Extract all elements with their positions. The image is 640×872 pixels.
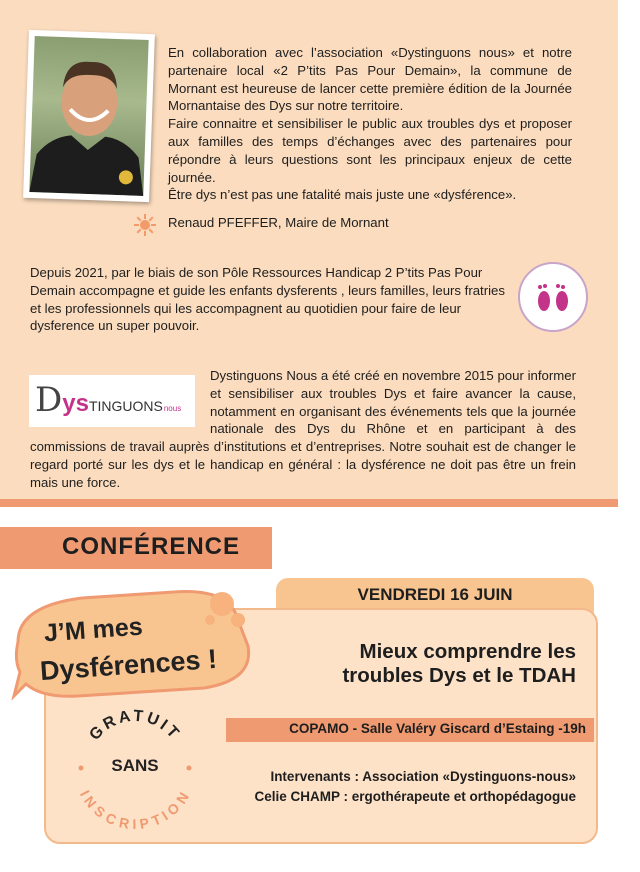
intro-paragraph: En collaboration avec l’association «Dystinguons nous» et notre partenaire local «2 P’tits Pas Pour Demain», la commune de Mornant est heureuse de lancer cette première édition de la Journée Mornantaise des Dys sur notre territoire.	[168, 45, 572, 114]
logo-letters: ys	[62, 390, 89, 417]
venue: COPAMO - Salle Valéry Giscard d’Estaing -19h	[289, 721, 586, 736]
logo-letter: D	[35, 380, 63, 420]
logo-word: TINGUONS	[88, 398, 163, 414]
association-paragraph: Dystinguons Nous a été créé en novembre 2015 pour informer et sensibiliser aux troubles Dys et faire avancer la cause, notamment en organisant des événements tels que la journée nationale des Dys du Rhône et en participant à des commissions de travail auprès d’institutions et d’entreprises. Notre souhait est de changer le regard porté sur les dys et le handicap en général : la dysférence ne doit pas être un frein mais une force.	[30, 368, 576, 490]
logo-small: nous	[163, 404, 182, 413]
stamp-bottom-text: INSCRIPTION	[76, 787, 193, 832]
partner-text: Depuis 2021, par le biais de son Pôle Ressources Handicap 2 P’tits Pas Pour Demain accompagne et guide les enfants dysferents , leurs familles, leurs fratries et les professionnels qui les accompagnent au quotidien pour faire de leur dysference un super pouvoir.	[30, 265, 505, 334]
conference-date: VENDREDI 16 JUIN	[357, 585, 513, 604]
sun-icon	[134, 214, 156, 236]
ptits-pas-logo	[518, 262, 588, 332]
bubble-text: Dysférences !	[39, 643, 218, 687]
stamp-top-text: GRATUIT	[86, 707, 184, 744]
mayor-photo	[23, 30, 155, 202]
conference-title	[250, 640, 576, 688]
section-divider	[0, 499, 618, 507]
intro-text	[168, 44, 572, 204]
mayor-signature: Renaud PFEFFER, Maire de Mornant	[168, 215, 389, 230]
speakers-line: Intervenants : Association «Dystinguons-nous»	[270, 769, 576, 784]
speakers-line: Celie CHAMP : ergothérapeute et orthopédagogue	[254, 789, 576, 804]
svg-text:INSCRIPTION	[77, 788, 193, 832]
title-line: troubles Dys et le TDAH	[342, 664, 576, 687]
stamp-middle-text: SANS	[111, 756, 159, 775]
intro-paragraph: Faire connaitre et sensibiliser le public aux troubles dys et proposer aux familles des temps d’échanges avec des partenaires pour répondre à leurs questions sont les principaux enjeux de cette journée.	[168, 116, 572, 185]
speakers	[200, 767, 576, 807]
dystinguons-logo	[29, 375, 195, 427]
intro-paragraph: Être dys n’est pas une fatalité mais juste une «dysférence».	[168, 187, 517, 203]
svg-text:GRATUIT	[86, 708, 183, 744]
title-line: Mieux comprendre les	[359, 640, 576, 663]
conference-heading: CONFÉRENCE	[62, 533, 241, 560]
bubble-text: J’M mes	[43, 612, 144, 648]
